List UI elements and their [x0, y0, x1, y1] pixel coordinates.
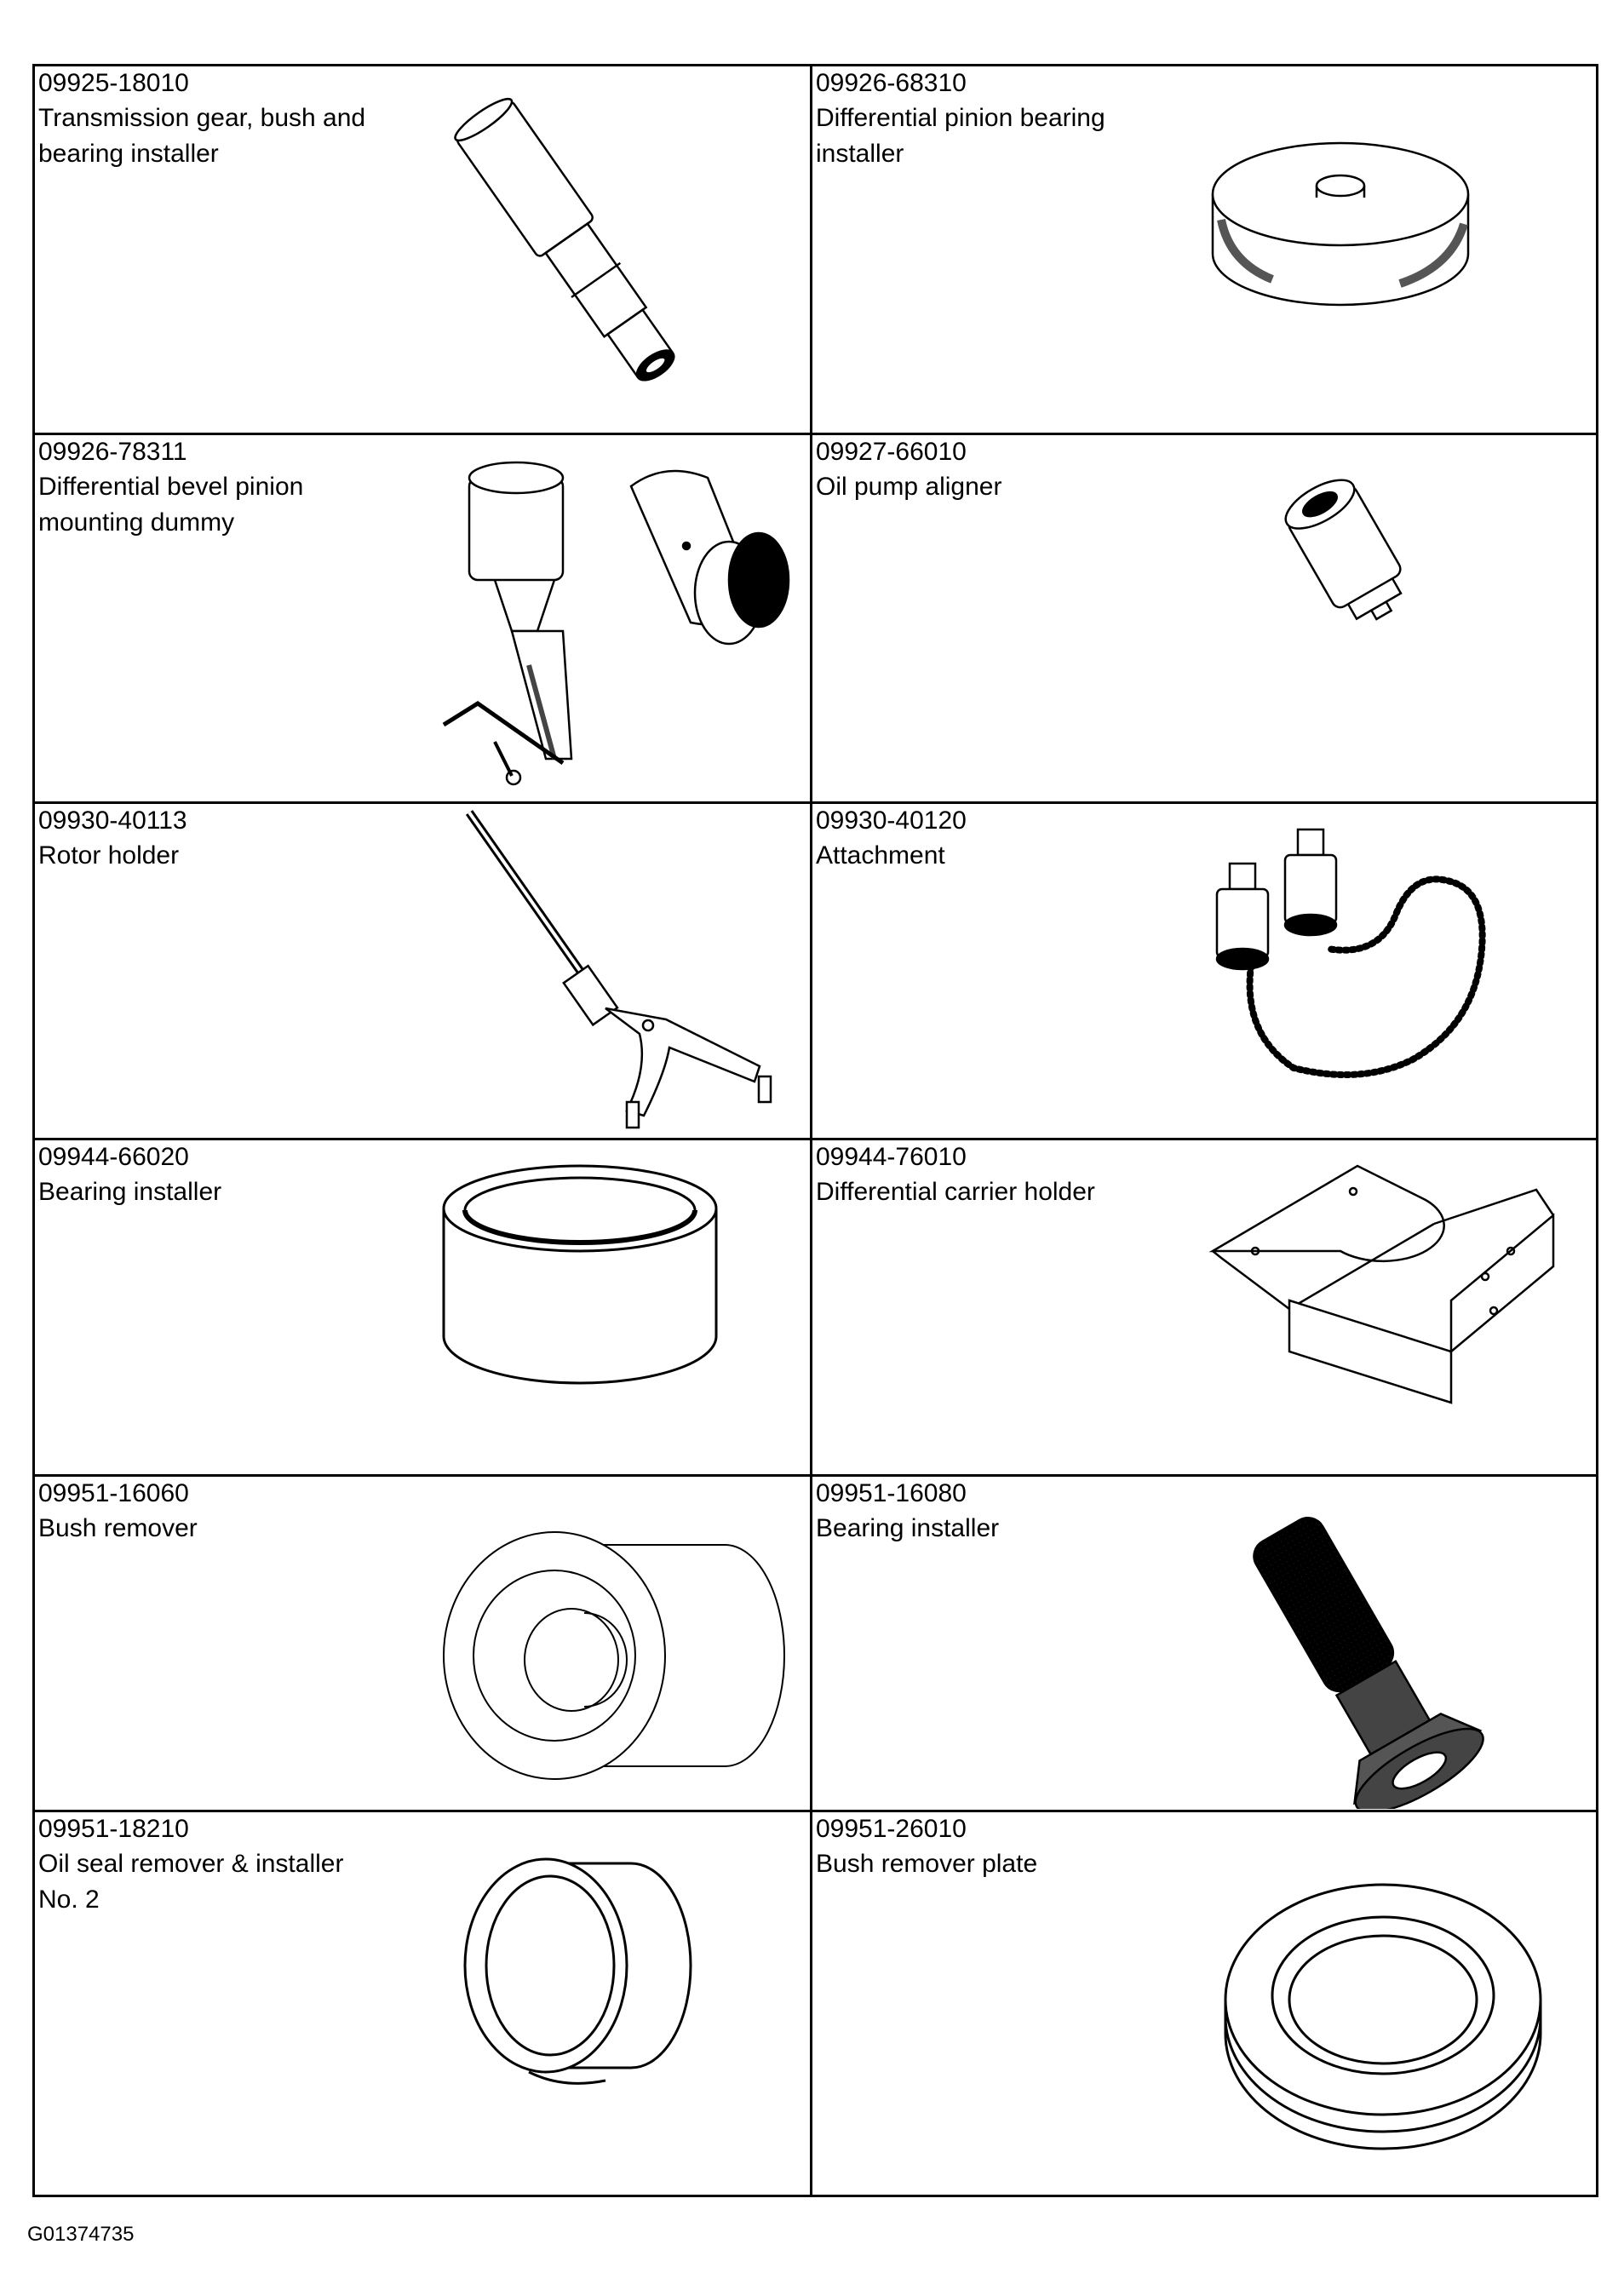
tool-name: Bearing installer — [816, 1514, 1000, 1542]
tool-bush-remover-icon — [435, 1511, 793, 1800]
tool-name: Oil pump aligner — [816, 473, 1002, 501]
tool-name: Attachment — [816, 841, 945, 870]
tool-code: 09925-18010 — [38, 69, 189, 97]
tool-attachment-chain-icon — [1204, 812, 1536, 1085]
tool-code: 09926-68310 — [816, 69, 967, 97]
tool-cell — [35, 804, 810, 1138]
tool-name: Rotor holder — [38, 841, 180, 870]
tool-code: 09951-18210 — [38, 1815, 189, 1843]
tool-name: Differential pinion bearing installer — [816, 104, 1105, 168]
tool-code: 09951-26010 — [816, 1815, 967, 1843]
tool-code: 09927-66010 — [816, 438, 967, 466]
tool-seal-sleeve-icon — [435, 1846, 708, 2127]
tool-knurled-installer-icon — [1213, 1494, 1528, 1809]
tool-cell — [812, 1812, 1596, 2195]
tool-name: Oil seal remover & installer No. 2 — [38, 1850, 344, 1914]
tool-code: 09951-16080 — [816, 1479, 967, 1507]
tool-cell — [812, 804, 1596, 1138]
tool-cell — [35, 66, 810, 433]
tool-code: 09951-16060 — [38, 1479, 189, 1507]
tool-name: Bush remover plate — [816, 1850, 1038, 1878]
tool-cell — [812, 1140, 1596, 1474]
tool-code: 09944-66020 — [38, 1143, 189, 1171]
tool-cell — [35, 1812, 810, 2195]
tool-installer-sleeve-icon — [435, 75, 708, 416]
tool-mounting-dummy-icon — [435, 444, 810, 793]
tool-oil-pump-aligner-icon — [1272, 469, 1426, 640]
tool-bearing-ring-icon — [435, 1157, 725, 1404]
tool-cell — [812, 435, 1596, 801]
tool-cell — [35, 435, 810, 801]
tool-cell — [35, 1477, 810, 1810]
tool-carrier-bracket-icon — [1204, 1157, 1562, 1404]
tool-code: 09944-76010 — [816, 1143, 967, 1171]
tool-name: Differential bevel pinion mounting dummy — [38, 473, 304, 537]
tool-name: Transmission gear, bush and bearing installer — [38, 104, 366, 168]
tool-cell — [812, 66, 1596, 433]
tool-name: Bush remover — [38, 1514, 198, 1542]
tool-code: 09926-78311 — [38, 438, 187, 466]
tool-rotor-holder-icon — [435, 804, 810, 1136]
tool-cell — [812, 1477, 1596, 1810]
tool-puck-installer-icon — [1204, 118, 1477, 322]
tool-code: 09930-40113 — [38, 806, 187, 835]
tool-cell — [35, 1140, 810, 1474]
tool-remover-plate-icon — [1213, 1872, 1553, 2161]
tool-name: Differential carrier holder — [816, 1178, 1095, 1206]
special-tools-table — [32, 64, 1598, 2197]
tool-name: Bearing installer — [38, 1178, 222, 1206]
figure-id: G01374735 — [27, 2223, 135, 2246]
tool-code: 09930-40120 — [816, 806, 967, 835]
